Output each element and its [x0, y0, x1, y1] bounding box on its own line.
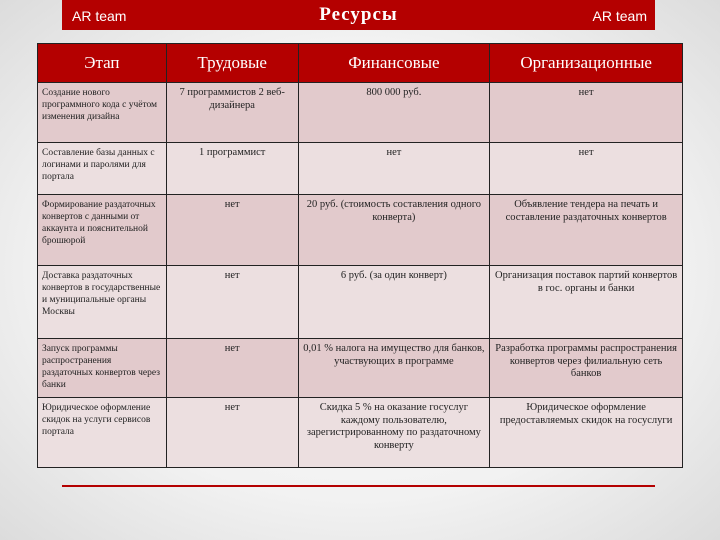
table-row — [38, 143, 683, 195]
team-label-left: AR team — [72, 8, 127, 24]
cell-labor: нет — [166, 195, 298, 266]
slide-title: Ресурсы — [319, 4, 398, 25]
cell-org: Объявление тендера на печать и составление раздаточных конвертов — [490, 195, 683, 266]
cell-labor: 1 программист — [166, 143, 298, 195]
cell-stage: Доставка раздаточных конвертов в государственные и муниципальные органы Москвы — [38, 266, 167, 339]
resources-table — [37, 43, 683, 468]
column-header-finance: Финансовые — [298, 44, 490, 83]
cell-org: Организация поставок партий конвертов в гос. органы и банки — [490, 266, 683, 339]
cell-labor: нет — [166, 266, 298, 339]
cell-stage: Составление базы данных с логинами и паролями для портала — [38, 143, 167, 195]
cell-labor: 7 программистов 2 веб-дизайнера — [166, 83, 298, 143]
table-row — [38, 195, 683, 266]
cell-stage: Запуск программы распространения раздаточных конвертов через банки — [38, 339, 167, 398]
column-header-stage: Этап — [38, 44, 167, 83]
cell-finance: 6 руб. (за один конверт) — [298, 266, 490, 339]
column-header-org: Организационные — [490, 44, 683, 83]
table-row — [38, 398, 683, 468]
column-header-labor: Трудовые — [166, 44, 298, 83]
cell-org: нет — [490, 143, 683, 195]
table-header-row — [38, 44, 683, 83]
cell-finance: Скидка 5 % на оказание госуслуг каждому пользователю, зарегистрированному по раздаточному конверту — [298, 398, 490, 468]
cell-stage: Юридическое оформление скидок на услуги сервисов портала — [38, 398, 167, 468]
bottom-divider — [62, 485, 655, 487]
cell-finance: 20 руб. (стоимость составления одного конверта) — [298, 195, 490, 266]
cell-stage: Формирование раздаточных конвертов с данными от аккаунта и пояснительной брошюрой — [38, 195, 167, 266]
cell-labor: нет — [166, 398, 298, 468]
team-label-right: AR team — [592, 8, 647, 24]
cell-org: нет — [490, 83, 683, 143]
cell-org: Разработка программы распространения конвертов через филиальную сеть банков — [490, 339, 683, 398]
table-row — [38, 339, 683, 398]
cell-stage: Создание нового программного кода с учётом изменения дизайна — [38, 83, 167, 143]
cell-org: Юридическое оформление предоставляемых скидок на госуслуги — [490, 398, 683, 468]
table-row — [38, 266, 683, 339]
table-row — [38, 83, 683, 143]
title-bar — [62, 0, 655, 30]
cell-finance: 0,01 % налога на имущество для банков, участвующих в программе — [298, 339, 490, 398]
cell-labor: нет — [166, 339, 298, 398]
cell-finance: 800 000 руб. — [298, 83, 490, 143]
cell-finance: нет — [298, 143, 490, 195]
